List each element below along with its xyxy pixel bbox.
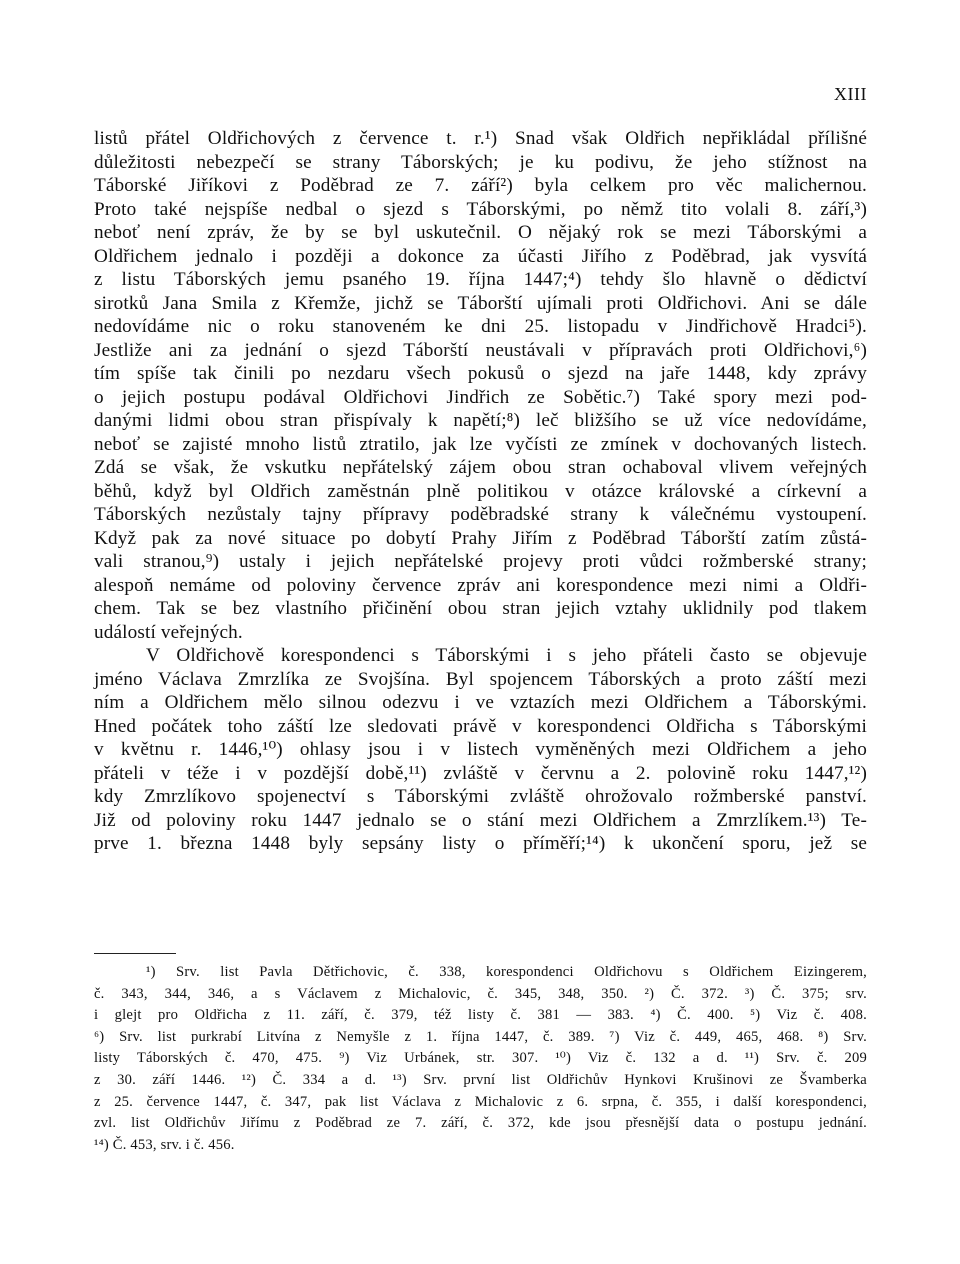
body-line: jméno Václava Zmrzlíka ze Svojšína. Byl spojencem Táborských a proto záští mezi: [94, 668, 867, 690]
body-line: ním a Oldřichem mělo silnou odezvu i ve vztazích mezi Oldřichem a Táborskými.: [94, 692, 867, 713]
body-line: Hned počátek toho záští lze sledovati právě v korespondenci Oldřicha s Táborskými: [94, 715, 867, 737]
body-line: neboť se zajisté mnoho listů ztratilo, jak lze vyčísti ze zmínek v dochovaných listech.: [94, 433, 867, 455]
body-line: nedovídáme nic o roku stanoveném ke dni 25. listopadu v Jindřichově Hradci⁵).: [94, 316, 867, 337]
footnote-line: ¹⁴) Č. 453, srv. i č. 456.: [94, 1136, 235, 1153]
body-line: danými lidmi obou stran přispívaly k napětí;⁸) leč bližšího se už více nedovídáme,: [94, 410, 867, 431]
body-line: Když pak za nové situace po dobytí Prahy Jiřím z Poděbrad Táborští zatím zůstá-: [94, 527, 867, 549]
footnote-line: i glejt pro Oldřicha z 11. září, č. 379, též listy č. 381 — 383. ⁴) Č. 400. ⁵) Viz č. 408.: [94, 1007, 867, 1024]
body-line: běhů, když byl Oldřich zaměstnán plně politikou v otázce královské a církevní a: [94, 480, 867, 502]
body-line: Táborských nezůstaly tajny přípravy poděbradské strany k válečnému vystoupení.: [94, 504, 867, 525]
body-line: neboť není zpráv, že by se byl uskutečnil. O nějaký rok se mezi Táborskými a: [94, 222, 867, 243]
body-line: vali stranou,⁹) ustaly i jejich nepřátelské projevy proti vůdci rožmberské strany;: [94, 551, 867, 572]
footnote-line: z 25. července 1447, č. 347, pak list Václava z Michalovic z 6. srpna, č. 355, i další korespondenci,: [94, 1093, 867, 1110]
body-line: o jejich postupu podával Oldřichovi Jindřich ze Sobětic.⁷) Také spory mezi pod-: [94, 386, 867, 408]
body-line: alespoň nemáme od poloviny července zpráv ani korespondence mezi nimi a Oldři-: [94, 574, 867, 596]
body-line: v květnu r. 1446,¹⁰) ohlasy jsou i v listech vyměněných mezi Oldřichem a jeho: [94, 739, 867, 760]
body-line: Táborské Jiříkovi z Poděbrad ze 7. září²) byla celkem pro věc malichernou.: [94, 175, 867, 196]
footnote-line: listy Táborských č. 470, 475. ⁹) Viz Urbánek, str. 307. ¹⁰) Viz č. 132 a d. ¹¹) Srv. č. 209: [94, 1050, 867, 1067]
body-line: z listu Táborských jemu psaného 19. října 1447;⁴) tehdy šlo hlavně o dědictví: [94, 269, 867, 290]
footnote-line: ⁶) Srv. list purkrabí Litvína z Nemyšle z 1. října 1447, č. 389. ⁷) Viz č. 449, 465, 468. ⁸) Srv.: [94, 1028, 867, 1045]
body-line: Proto také nejspíše nedbal o sjezd s Táborskými, po němž tito volali 8. září,³): [94, 198, 867, 220]
footnote-separator: [94, 953, 176, 954]
body-line: tím spíše tak činili po nezdaru všech pokusů o sjezd na jaře 1448, kdy zprávy: [94, 363, 867, 384]
body-text: [94, 127, 867, 856]
body-line: důležitosti nebezpečí se strany Táborských; je ku podivu, že jeho stížnost na: [94, 151, 867, 173]
body-line: prve 1. března 1448 byly sepsány listy o příměří;¹⁴) k ukončení sporu, jež se: [94, 833, 867, 854]
paragraph-start-line: V Oldřichově korespondenci s Táborskými i s jeho přáteli často se objevuje: [146, 645, 867, 666]
body-line: Zdá se však, že vskutku nepřátelský zájem obou stran ochaboval vlivem veřejných: [94, 457, 867, 478]
footnote-line: zvl. list Oldřichův Jiřímu z Poděbrad ze 7. září, č. 372, kde jsou přesnější data o postupu jednání.: [94, 1115, 867, 1132]
body-line: sirotků Jana Smila z Křemže, jichž se Táborští ujímali proti Oldřichovi. Ani se dále: [94, 292, 867, 314]
body-line: kdy Zmrzlíkovo spojenectví s Táborskými zvláště ohrožovalo rožmberské panství.: [94, 786, 867, 807]
page-number: XIII: [834, 84, 867, 104]
body-line: chem. Tak se bez vlastního přičinění obou stran jejich vztahy uklidnily pod tlakem: [94, 598, 867, 619]
body-line: Jestliže ani za jednání o sjezd Táborští neustávali v přípravách proti Oldřichovi,⁶): [94, 339, 867, 361]
body-line: Již od poloviny roku 1447 jednalo se o stání mezi Oldřichem a Zmrzlíkem.¹³) Te-: [94, 809, 867, 831]
paragraph-end-line: událostí veřejných.: [94, 621, 243, 643]
footnote-line: ¹) Srv. list Pavla Dětřichovic, č. 338, korespondenci Oldřichovu s Oldřichem Eizingerem,: [146, 964, 867, 980]
footnote-line: z 30. září 1446. ¹²) Č. 334 a d. ¹³) Srv. první list Oldřichův Hynkovi Krušinovi ze Švamberka: [94, 1071, 867, 1088]
body-line: přáteli v téže i v pozdější době,¹¹) zvláště v červnu a 2. polovině roku 1447,¹²): [94, 762, 867, 784]
footnotes: [94, 962, 867, 1156]
body-line: listů přátel Oldřichových z července t. r.¹) Snad však Oldřich nepřikládal přílišné: [94, 128, 867, 149]
footnote-line: č. 343, 344, 346, a s Václavem z Michalovic, č. 345, 348, 350. ²) Č. 372. ³) Č. 375; srv.: [94, 985, 867, 1002]
body-line: Oldřichem jednalo i později a dokonce za účasti Jiřího z Poděbrad, jak vysvítá: [94, 245, 867, 267]
